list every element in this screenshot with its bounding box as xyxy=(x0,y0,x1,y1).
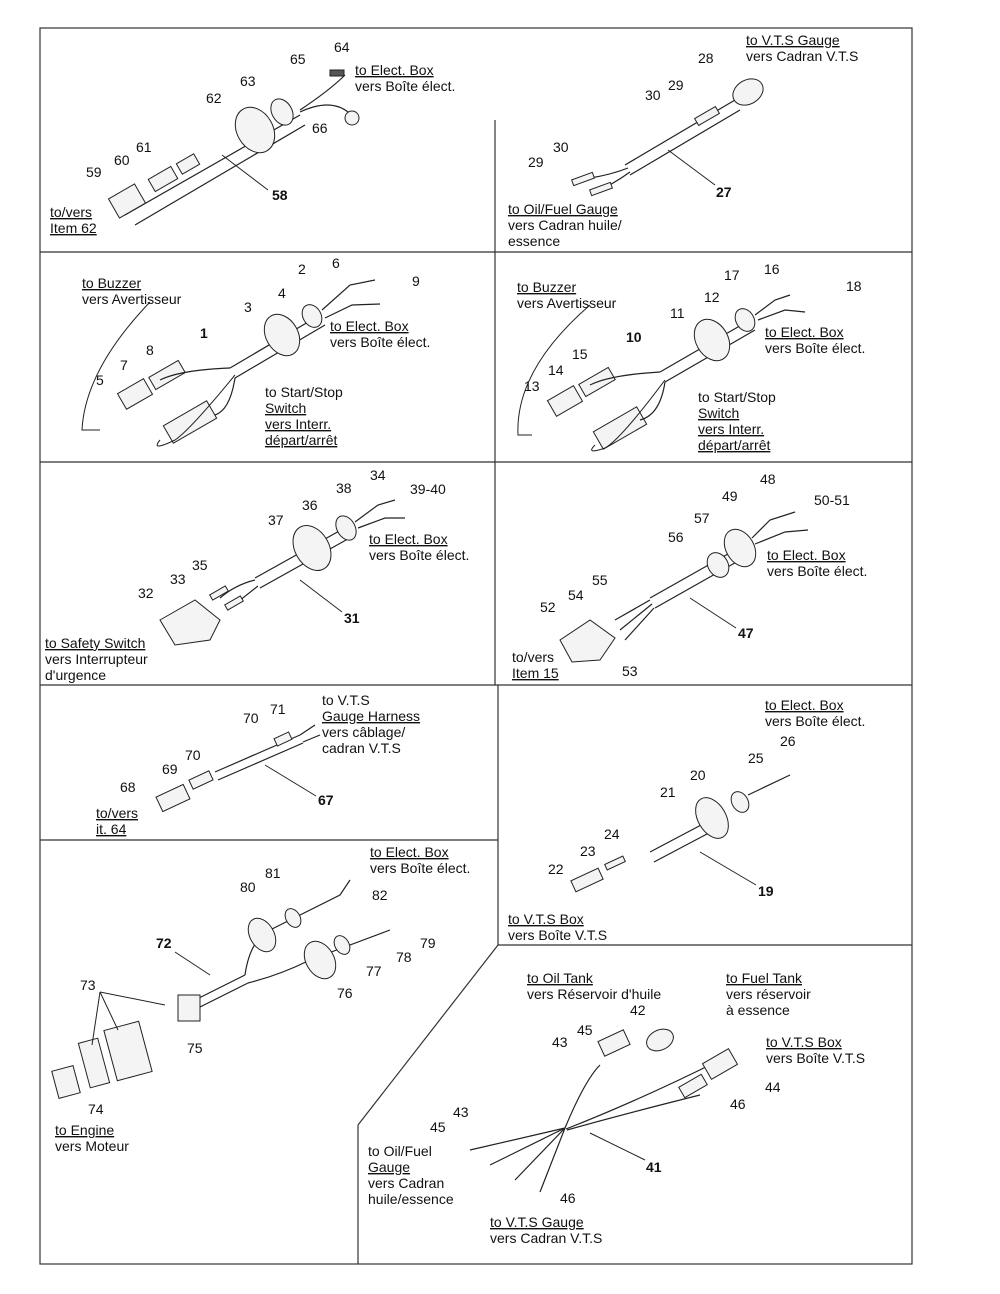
callout-62: 62 xyxy=(206,90,222,106)
label-vers-reservoir: vers réservoir xyxy=(726,986,811,1002)
harness-47-panel xyxy=(512,471,867,681)
callout-44: 44 xyxy=(765,1079,781,1095)
label-to-vts: to V.T.S xyxy=(322,692,370,708)
callout-57: 57 xyxy=(694,510,710,526)
label-vers-boite-elect: vers Boîte élect. xyxy=(370,860,471,876)
callout-35: 35 xyxy=(192,557,208,573)
callout-7: 7 xyxy=(120,357,128,373)
harness-67-drawing xyxy=(156,725,320,812)
callout-54: 54 xyxy=(568,587,584,603)
label-to-vts-gauge: to V.T.S Gauge xyxy=(746,32,840,48)
callout-49: 49 xyxy=(722,488,738,504)
label-item-15: Item 15 xyxy=(512,665,559,681)
callout-68: 68 xyxy=(120,779,136,795)
label-depart-arret: départ/arrêt xyxy=(698,437,771,453)
callout-71: 71 xyxy=(270,701,286,717)
label-to-elect-box: to Elect. Box xyxy=(765,324,844,340)
callout-20: 20 xyxy=(690,767,706,783)
label-cadran-vts: cadran V.T.S xyxy=(322,740,401,756)
callout-82: 82 xyxy=(372,887,388,903)
callout-30: 30 xyxy=(645,87,661,103)
callout-53: 53 xyxy=(622,663,638,679)
callout-81: 81 xyxy=(265,865,281,881)
label-to-buzzer: to Buzzer xyxy=(82,275,142,291)
callout-66: 66 xyxy=(312,120,328,136)
callout-80: 80 xyxy=(240,879,256,895)
callout-50-51: 50-51 xyxy=(814,492,850,508)
callout-22: 22 xyxy=(548,861,564,877)
label-to-elect-box: to Elect. Box xyxy=(370,844,449,860)
label-vers-boite-elect: vers Boîte élect. xyxy=(355,78,456,94)
label-vers-cadran: vers Cadran xyxy=(368,1175,445,1191)
callout-11: 11 xyxy=(670,305,685,321)
callout-32: 32 xyxy=(138,585,154,601)
callout-58: 58 xyxy=(272,187,288,203)
callout-9: 9 xyxy=(412,273,420,289)
callout-31: 31 xyxy=(344,610,360,626)
label-vers-cadran-vts: vers Cadran V.T.S xyxy=(746,48,859,64)
harness-41-panel xyxy=(368,970,865,1246)
label-vers-boite-elect: vers Boîte élect. xyxy=(369,547,470,563)
label-vers-interr: vers Interr. xyxy=(698,421,765,437)
callout-33: 33 xyxy=(170,571,186,587)
harness-10-panel xyxy=(517,261,865,453)
callout-24: 24 xyxy=(604,826,620,842)
label-vers-moteur: vers Moteur xyxy=(55,1138,129,1154)
callout-8: 8 xyxy=(146,342,154,358)
callout-69: 69 xyxy=(162,761,178,777)
callout-4: 4 xyxy=(278,285,286,301)
callout-6: 6 xyxy=(332,255,340,271)
label-vers-boite-elect: vers Boîte élect. xyxy=(330,334,431,350)
callout-23: 23 xyxy=(580,843,596,859)
harness-19-panel xyxy=(508,697,865,943)
label-gauge-harness: Gauge Harness xyxy=(322,708,421,724)
callout-5: 5 xyxy=(96,372,104,388)
label-vers-interrupteur: vers Interrupteur xyxy=(45,651,148,667)
callout-15: 15 xyxy=(572,346,588,362)
label-to-elect-box: to Elect. Box xyxy=(765,697,844,713)
label-to-oil-tank: to Oil Tank xyxy=(527,970,593,986)
label-to-start-stop: to Start/Stop xyxy=(698,389,776,405)
label-switch: Switch xyxy=(265,400,307,416)
callout-30b: 30 xyxy=(553,139,569,155)
callout-64: 64 xyxy=(334,39,350,55)
callout-48: 48 xyxy=(760,471,776,487)
callout-1: 1 xyxy=(200,325,208,341)
label-to-vts-box: to V.T.S Box xyxy=(766,1034,842,1050)
label-depart-arret: départ/arrêt xyxy=(265,432,338,448)
label-vers-cadran-vts: vers Cadran V.T.S xyxy=(490,1230,603,1246)
label-gauge: Gauge xyxy=(368,1159,411,1175)
harness-72-panel xyxy=(52,844,471,1154)
callout-65: 65 xyxy=(290,51,306,67)
harness-58-panel xyxy=(50,39,455,236)
label-to-vts-box: to V.T.S Box xyxy=(508,911,584,927)
callout-70: 70 xyxy=(243,710,259,726)
label-vers-boite-elect: vers Boîte élect. xyxy=(765,713,866,729)
label-to-elect-box: to Elect. Box xyxy=(355,62,434,78)
callout-13: 13 xyxy=(524,378,540,394)
callout-52: 52 xyxy=(540,599,556,615)
callout-19: 19 xyxy=(758,883,774,899)
callout-36: 36 xyxy=(302,497,318,513)
callout-3: 3 xyxy=(244,299,252,315)
callout-29: 29 xyxy=(668,77,684,93)
panel-frame xyxy=(40,28,912,1264)
label-to-elect-box: to Elect. Box xyxy=(369,531,448,547)
label-vers-avertisseur: vers Avertisseur xyxy=(517,295,617,311)
callout-77: 77 xyxy=(366,963,382,979)
label-switch: Switch xyxy=(698,405,740,421)
callout-75: 75 xyxy=(187,1040,203,1056)
label-vers-avertisseur: vers Avertisseur xyxy=(82,291,182,307)
harness-1-panel xyxy=(82,255,430,448)
callout-16: 16 xyxy=(764,261,780,277)
label-vers-interr: vers Interr. xyxy=(265,416,332,432)
callout-10: 10 xyxy=(626,329,642,345)
label-vers-boite-elect: vers Boîte élect. xyxy=(767,563,868,579)
label-item-62: Item 62 xyxy=(50,220,97,236)
callout-25: 25 xyxy=(748,750,764,766)
callout-45: 45 xyxy=(577,1022,593,1038)
label-to-elect-box: to Elect. Box xyxy=(330,318,409,334)
label-it-64: it. 64 xyxy=(96,821,127,837)
label-to-start-stop: to Start/Stop xyxy=(265,384,343,400)
label-a-essence: à essence xyxy=(726,1002,790,1018)
callout-45b: 45 xyxy=(430,1119,446,1135)
label-to-fuel-tank: to Fuel Tank xyxy=(726,970,803,986)
harness-27-panel xyxy=(508,32,858,249)
callout-29b: 29 xyxy=(528,154,544,170)
callout-46b: 46 xyxy=(560,1190,576,1206)
label-vers-boite-vts: vers Boîte V.T.S xyxy=(766,1050,866,1066)
callout-78: 78 xyxy=(396,949,412,965)
callout-26: 26 xyxy=(780,733,796,749)
harness-31-panel xyxy=(45,467,469,683)
callout-43: 43 xyxy=(552,1034,568,1050)
label-vers-reservoir-huile: vers Réservoir d'huile xyxy=(527,986,662,1002)
callout-43b: 43 xyxy=(453,1104,469,1120)
callout-79: 79 xyxy=(420,935,436,951)
callout-55: 55 xyxy=(592,572,608,588)
label-vers-cadran-huile: vers Cadran huile/ xyxy=(508,217,622,233)
callout-34: 34 xyxy=(370,467,386,483)
callout-76: 76 xyxy=(337,985,353,1001)
callout-17: 17 xyxy=(724,267,740,283)
label-vers-cablage: vers câblage/ xyxy=(322,724,406,740)
callout-18: 18 xyxy=(846,278,862,294)
harness-67-panel xyxy=(96,692,420,837)
label-to-vers: to/vers xyxy=(96,805,139,821)
label-to-vers: to/vers xyxy=(512,649,555,665)
callout-21: 21 xyxy=(660,784,676,800)
callout-28: 28 xyxy=(698,50,714,66)
callout-72: 72 xyxy=(156,935,172,951)
callout-56: 56 xyxy=(668,529,684,545)
label-essence: essence xyxy=(508,233,561,249)
callout-38: 38 xyxy=(336,480,352,496)
label-durgence: d'urgence xyxy=(45,667,107,683)
label-to-buzzer: to Buzzer xyxy=(517,279,577,295)
label-to-oil-fuel-gauge: to Oil/Fuel Gauge xyxy=(508,201,618,217)
callout-46: 46 xyxy=(730,1096,746,1112)
callout-39-40: 39-40 xyxy=(410,481,446,497)
callout-2: 2 xyxy=(298,261,306,277)
callout-47: 47 xyxy=(738,625,754,641)
label-to-engine: to Engine xyxy=(55,1122,115,1138)
label-to-safety-switch: to Safety Switch xyxy=(45,635,146,651)
label-to-vers: to/vers xyxy=(50,204,93,220)
callout-67: 67 xyxy=(318,792,334,808)
callout-73: 73 xyxy=(80,977,96,993)
callout-42: 42 xyxy=(630,1002,646,1018)
callout-70b: 70 xyxy=(185,747,201,763)
callout-12: 12 xyxy=(704,289,720,305)
label-to-elect-box: to Elect. Box xyxy=(767,547,846,563)
label-to-vts-gauge: to V.T.S Gauge xyxy=(490,1214,584,1230)
callout-41: 41 xyxy=(646,1159,662,1175)
label-vers-boite-vts: vers Boîte V.T.S xyxy=(508,927,608,943)
callout-37: 37 xyxy=(268,512,284,528)
callout-14: 14 xyxy=(548,362,564,378)
label-huile-essence: huile/essence xyxy=(368,1191,454,1207)
harness-41-drawing xyxy=(470,1025,737,1192)
callout-61: 61 xyxy=(136,139,152,155)
callout-60: 60 xyxy=(114,152,130,168)
callout-74: 74 xyxy=(88,1101,104,1117)
label-to-oil-fuel: to Oil/Fuel xyxy=(368,1143,432,1159)
label-vers-boite-elect: vers Boîte élect. xyxy=(765,340,866,356)
callout-27: 27 xyxy=(716,184,732,200)
callout-63: 63 xyxy=(240,73,256,89)
callout-59: 59 xyxy=(86,164,102,180)
